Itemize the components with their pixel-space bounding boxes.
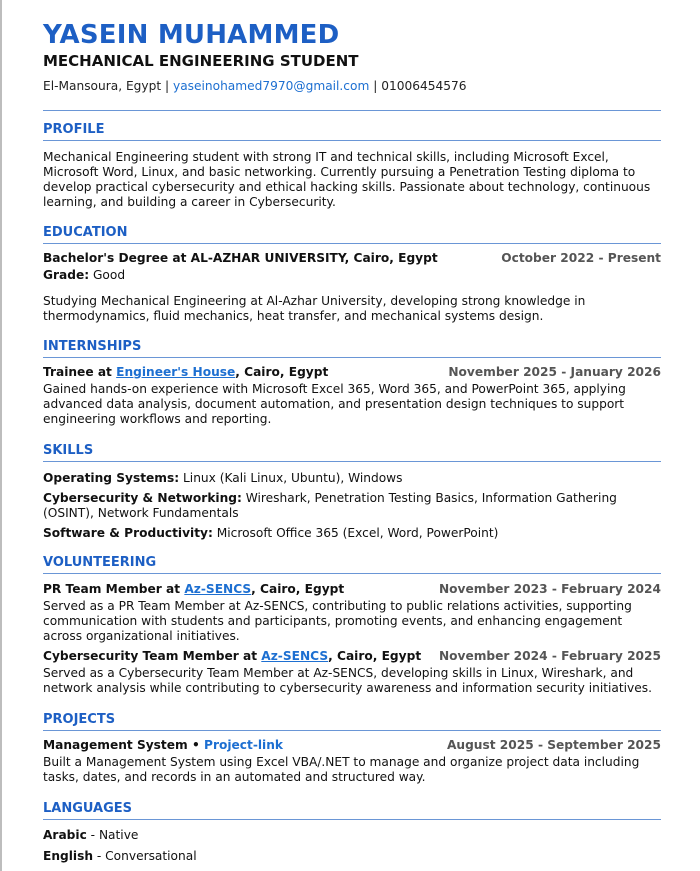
organization-link[interactable]: Az-SENCS [261, 649, 329, 663]
organization-link[interactable]: Az-SENCS [184, 582, 252, 596]
volunteer-role [43, 582, 344, 597]
internship-entry-header [43, 365, 661, 380]
projects-section [43, 712, 661, 785]
organization-link[interactable]: Engineer's House [116, 365, 236, 379]
header-divider [43, 110, 661, 111]
skill-value: Linux (Kali Linux, Ubuntu), Windows [179, 471, 403, 485]
language-name: English [43, 849, 94, 863]
project-description: Built a Management System using Excel VBA/.NET to manage and organize project data including tasks, dates, and records in an automated and structured way. [43, 755, 640, 784]
contact-separator: | [369, 79, 382, 93]
volunteer-description: Served as a PR Team Member at Az-SENCS, contributing to public relations activities, supporting communication with students and participants, promoting events, and enhancing engagement across organizational initiatives. [43, 599, 632, 643]
volunteer-description: Served as a Cybersecurity Team Member at Az-SENCS, developing skills in Linux, Wireshark, and network analysis while contributing to cybersecurity awareness and information security initiatives. [43, 666, 652, 695]
grade-label: Grade: [43, 268, 90, 282]
section-heading: VOLUNTEERING [43, 555, 661, 574]
skill-item [43, 491, 661, 521]
skill-label: Software & Productivity: [43, 526, 213, 540]
candidate-name: YASEIN MUHAMMED [43, 20, 340, 50]
project-name: Management System [43, 738, 188, 752]
volunteer-entry-header [43, 649, 661, 664]
email-link[interactable]: yaseinohamed7970@gmail.com [172, 79, 370, 93]
volunteer-role [43, 649, 421, 664]
project-title [43, 738, 283, 753]
section-heading: SKILLS [43, 443, 661, 462]
section-heading: LANGUAGES [43, 801, 661, 820]
education-section [43, 225, 661, 324]
role-suffix: , Cairo, Egypt [251, 582, 345, 596]
grade [43, 268, 661, 283]
skill-item [43, 471, 661, 486]
internship-description: Gained hands-on experience with Microsoft Excel 365, Word 365, and PowerPoint 365, applying advanced data analysis, document automation, and presentation design techniques to support engineering workflows and reporting. [43, 382, 626, 426]
phone: 01006454576 [381, 79, 467, 93]
language-level: - Native [86, 828, 139, 842]
section-heading: INTERNSHIPS [43, 339, 661, 358]
volunteer-date: November 2024 - February 2025 [438, 649, 661, 663]
internship-date: November 2025 - January 2026 [448, 365, 661, 379]
role-prefix: PR Team Member at [43, 582, 185, 596]
contact-line [43, 79, 467, 93]
education-entry-header [43, 251, 661, 266]
role-prefix: Trainee at [43, 365, 117, 379]
project-link[interactable]: Project-link [204, 738, 284, 752]
bullet-separator: • [187, 738, 205, 752]
language-item [43, 849, 661, 864]
role-prefix: Cybersecurity Team Member at [43, 649, 262, 663]
skill-value: Microsoft Office 365 (Excel, Word, PowerPoint) [212, 526, 499, 540]
language-item [43, 828, 661, 843]
language-level: - Conversational [93, 849, 197, 863]
education-description: Studying Mechanical Engineering at Al-Azhar University, developing strong knowledge in thermodynamics, fluid mechanics, heat transfer, and mechanical systems design. [43, 294, 586, 323]
page-edge [0, 0, 2, 871]
project-date: August 2025 - September 2025 [446, 738, 661, 752]
role-suffix: , Cairo, Egypt [328, 649, 422, 663]
grade-value: Good [89, 268, 126, 282]
degree: Bachelor's Degree at AL-AZHAR UNIVERSITY, Cairo, Egypt [43, 251, 438, 265]
profile-section [43, 122, 661, 210]
section-heading: EDUCATION [43, 225, 661, 244]
section-heading: PROJECTS [43, 712, 661, 731]
internship-role [43, 365, 328, 380]
language-name: Arabic [43, 828, 87, 842]
profile-text: Mechanical Engineering student with strong IT and technical skills, including Microsoft Excel, Microsoft Word, Linux, and basic networking. Currently pursuing a Penetration Testing diploma to develop practical cybersecurity and ethical hacking skills. Passionate about technology, continuous learning, and building a career in Cybersecurity. [43, 150, 651, 209]
candidate-title: MECHANICAL ENGINEERING STUDENT [43, 52, 359, 70]
education-date: October 2022 - Present [501, 251, 661, 265]
skills-section [43, 443, 661, 541]
internships-section [43, 339, 661, 427]
location: El-Mansoura, Egypt [43, 79, 162, 93]
skill-label: Operating Systems: [43, 471, 180, 485]
skill-value: Wireshark, Penetration Testing Basics, Information Gathering (OSINT), Network Fundamentals [43, 491, 617, 520]
role-suffix: , Cairo, Egypt [235, 365, 329, 379]
volunteer-entry-header [43, 582, 661, 597]
volunteer-date: November 2023 - February 2024 [438, 582, 661, 596]
contact-separator: | [161, 79, 173, 93]
volunteering-section [43, 555, 661, 696]
skill-item [43, 526, 661, 541]
project-entry-header [43, 738, 661, 753]
skill-label: Cybersecurity & Networking: [43, 491, 242, 505]
languages-section [43, 801, 661, 864]
section-heading: PROFILE [43, 122, 661, 141]
